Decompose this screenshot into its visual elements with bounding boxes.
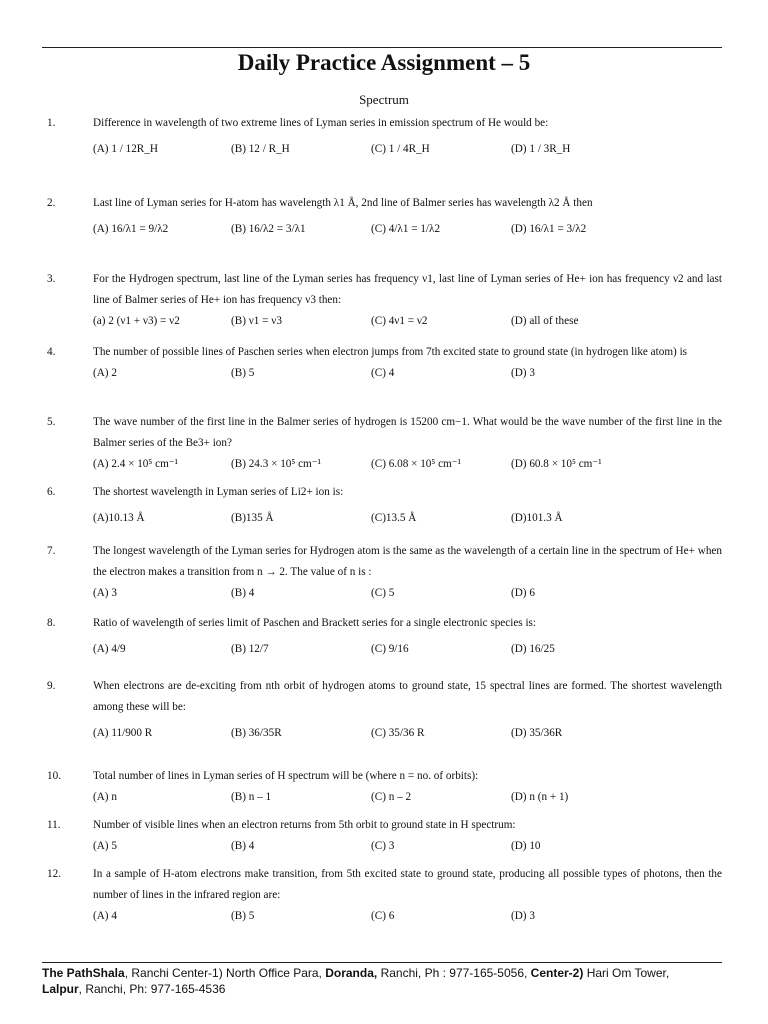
question-text: For the Hydrogen spectrum, last line of the Lyman series has frequency ν1, last line of Lyman series of He+ ion has frequency ν2 and last line of Balmer series of He+ ion has frequency ν3 then: [93,273,722,306]
option-b: (B) 24.3 × 10⁵ cm⁻¹ [231,458,322,470]
footer-text: Hari Om Tower, [583,966,670,980]
footer-text: , Ranchi Center-1) North Office Para, [124,966,326,980]
question-number: 12. [47,868,61,880]
option-a: (A) 3 [93,587,117,599]
option-a: (A) 4/9 [93,643,126,655]
option-b: (B) 36/35R [231,727,282,739]
question-1 [42,113,722,164]
question-11 [42,815,722,858]
options-row [93,134,722,164]
question-number: 8. [47,617,56,629]
options-row [93,836,722,858]
option-d: (D) 1 / 3R_H [511,143,571,155]
option-d: (D) 60.8 × 10⁵ cm⁻¹ [511,458,602,470]
question-number: 3. [47,273,56,285]
option-b: (B) 5 [231,910,255,922]
option-a: (A) 5 [93,840,117,852]
options-row [93,583,722,605]
option-d: (D) all of these [511,315,579,327]
option-b: (B) 5 [231,367,255,379]
question-number: 4. [47,346,56,358]
question-6 [42,482,722,533]
question-text: Ratio of wavelength of series limit of Paschen and Brackett series for a single electronic species is: [93,617,537,629]
question-number: 6. [47,486,56,498]
option-d: (D) 3 [511,910,535,922]
option-a: (a) 2 (ν1 + ν3) = ν2 [93,315,180,327]
question-number: 10. [47,770,61,782]
option-c: (C) n – 2 [371,791,412,803]
footer-bold: Doranda, [325,966,378,980]
options-row [93,214,722,244]
question-9 [42,676,722,748]
option-c: (C) 35/36 R [371,727,425,739]
options-row [93,363,722,385]
header-rule [42,47,722,48]
option-b: (B) 12 / R_H [231,143,290,155]
option-d: (D) n (n + 1) [511,791,569,803]
option-a: (A) 2.4 × 10⁵ cm⁻¹ [93,458,179,470]
option-c: (C) 4 [371,367,395,379]
question-7 [42,541,722,605]
option-c: (C) 6 [371,910,395,922]
option-d: (D) 35/36R [511,727,563,739]
question-number: 2. [47,197,56,209]
footer-text: Ranchi, Ph : 977-165-5056, [377,966,531,980]
question-text: When electrons are de-exciting from nth orbit of hydrogen atoms to ground state, 15 spectral lines are formed. The shortest wavelength among these will be: [93,680,722,713]
option-d: (D) 10 [511,840,541,852]
options-row [93,454,722,476]
option-d: (D) 3 [511,367,535,379]
option-c: (C) 6.08 × 10⁵ cm⁻¹ [371,458,462,470]
options-row [93,503,722,533]
option-a: (A) 4 [93,910,117,922]
footer-text: , Ranchi, Ph: 977-165-4536 [78,982,226,996]
footer-rule [42,962,722,963]
option-c: (C) 5 [371,587,395,599]
footer-address [42,965,732,997]
option-a: (A) 16/λ1 = 9/λ2 [93,223,169,235]
page-title: Daily Practice Assignment – 5 [237,50,531,75]
option-d: (D)101.3 Å [511,512,563,524]
option-b: (B)135 Å [231,512,274,524]
option-a: (A) 2 [93,367,117,379]
question-text: Last line of Lyman series for H-atom has wavelength λ1 Å, 2nd line of Balmer series has wavelength λ2 Å then [93,197,593,209]
option-b: (B) 4 [231,587,255,599]
options-row [93,906,722,928]
options-row [93,787,722,809]
option-c: (C) 4ν1 = ν2 [371,315,428,327]
question-number: 7. [47,545,56,557]
option-b: (B) 12/7 [231,643,269,655]
question-5 [42,412,722,476]
question-text: Total number of lines in Lyman series of H spectrum will be (where n = no. of orbits): [93,770,479,782]
question-8 [42,613,722,664]
question-text: Difference in wavelength of two extreme lines of Lyman series in emission spectrum of He would be: [93,117,549,129]
options-row [93,311,722,333]
option-d: (D) 16/λ1 = 3/λ2 [511,223,587,235]
option-c: (C) 4/λ1 = 1/λ2 [371,223,441,235]
options-row [93,718,722,748]
option-c: (C) 1 / 4R_H [371,143,430,155]
question-text: The number of possible lines of Paschen series when electron jumps from 7th excited state to ground state (in hydrogen like atom) is [93,346,688,358]
institute-name: The PathShala [42,966,125,980]
option-c: (C) 3 [371,840,395,852]
option-d: (D) 16/25 [511,643,555,655]
page-subtitle: Spectrum [359,92,409,107]
option-c: (C)13.5 Å [371,512,417,524]
question-text: The wave number of the first line in the Balmer series of hydrogen is 15200 cm−1. What would be the wave number of the first line in the Balmer series of the Be3+ ion? [93,416,722,449]
footer-bold: Center-2) [530,966,584,980]
question-number: 11. [47,819,61,831]
question-3 [42,269,722,333]
question-text: Number of visible lines when an electron returns from 5th orbit to ground state in H spectrum: [93,819,516,831]
options-row [93,634,722,664]
question-12 [42,864,722,928]
question-number: 1. [47,117,56,129]
option-a: (A) 11/900 R [93,727,153,739]
option-b: (B) ν1 = ν3 [231,315,282,327]
option-c: (C) 9/16 [371,643,409,655]
option-a: (A) 1 / 12R_H [93,143,158,155]
option-b: (B) 16/λ2 = 3/λ1 [231,223,306,235]
option-b: (B) 4 [231,840,255,852]
question-text: In a sample of H-atom electrons make transition, from 5th excited state to ground state, producing all possible types of photons, then the number of lines in the infrared region are: [93,868,722,901]
question-number: 5. [47,416,56,428]
question-text: The longest wavelength of the Lyman series for Hydrogen atom is the same as the wavelength of a certain line in the spectrum of He+ when the electron makes a transition from n → 2. The value of n is : [93,545,722,578]
option-a: (A)10.13 Å [93,512,145,524]
option-d: (D) 6 [511,587,535,599]
footer-bold: Lalpur [42,982,79,996]
question-4 [42,342,722,385]
question-number: 9. [47,680,56,692]
question-2 [42,193,722,244]
option-b: (B) n – 1 [231,791,272,803]
question-10 [42,766,722,809]
question-text: The shortest wavelength in Lyman series of Li2+ ion is: [93,486,344,498]
option-a: (A) n [93,791,117,803]
